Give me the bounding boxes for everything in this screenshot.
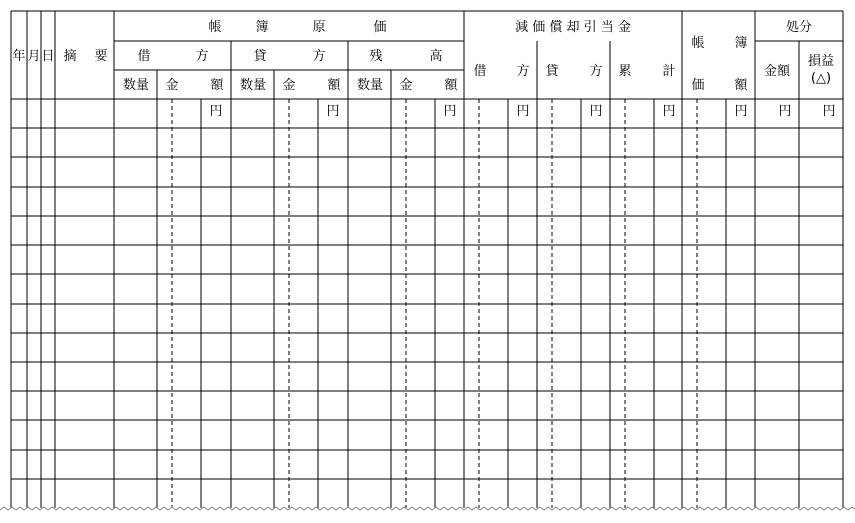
book-value-title-3: 原 (312, 20, 326, 35)
disposal-title: 処分 (785, 20, 813, 35)
bv-credit-2: 方 (312, 49, 326, 64)
bv-debit-amount-2: 額 (210, 78, 224, 93)
dep-credit-1: 貸 (545, 64, 559, 79)
yen-disposal-amount: 円 (778, 104, 792, 119)
ledger-row-lines (11, 128, 843, 479)
bv-balance-amount-1: 金 (399, 78, 413, 93)
book-amount-top-1: 帳 (691, 36, 705, 51)
dep-debit-1: 借 (473, 64, 487, 79)
yen-bv-debit: 円 (209, 104, 223, 119)
bv-balance-amount-2: 額 (444, 78, 458, 93)
torn-edge (0, 507, 855, 510)
yen-dep-cumulative: 円 (662, 104, 676, 119)
book-amount-bottom-2: 額 (734, 78, 748, 93)
year-header: 年 (12, 49, 26, 64)
yen-bv-credit: 円 (326, 104, 340, 119)
yen-dep-credit: 円 (589, 104, 603, 119)
dep-cumulative-2: 計 (662, 64, 676, 79)
bv-credit-amount-2: 額 (327, 78, 341, 93)
dep-debit-2: 方 (516, 64, 530, 79)
disposal-amount: 金額 (763, 64, 791, 79)
yen-disposal-gain-loss: 円 (822, 104, 836, 119)
summary-header-2: 要 (94, 49, 108, 64)
yen-book-amount: 円 (734, 104, 748, 119)
depreciation-title: 減 価 償 却 引 当 金 (515, 20, 631, 35)
yen-markers (209, 104, 835, 119)
day-header: 日 (41, 49, 55, 64)
bv-balance-1: 残 (369, 49, 383, 64)
bv-debit-qty: 数量 (122, 78, 150, 93)
bv-credit-1: 貸 (253, 49, 267, 64)
dep-cumulative-1: 累 (618, 64, 632, 79)
bv-credit-qty: 数量 (239, 78, 267, 93)
month-header: 月 (27, 49, 41, 64)
disposal-gain-loss-1: 損益 (807, 54, 835, 69)
dep-credit-2: 方 (589, 64, 603, 79)
yen-bv-balance: 円 (443, 104, 457, 119)
book-amount-bottom-1: 価 (691, 78, 705, 93)
bv-debit-1: 借 (137, 49, 151, 64)
summary-header-1: 摘 (63, 49, 77, 64)
book-value-title-2: 簿 (255, 20, 269, 35)
book-amount-top-2: 簿 (734, 36, 748, 51)
header-labels (12, 19, 834, 93)
bv-debit-amount-1: 金 (165, 78, 179, 93)
bv-debit-2: 方 (195, 49, 209, 64)
book-value-title-1: 帳 (208, 20, 222, 35)
bv-credit-amount-1: 金 (282, 78, 296, 93)
book-value-title-4: 価 (373, 20, 387, 35)
disposal-gain-loss-2: (△) (810, 71, 832, 86)
yen-dep-debit: 円 (516, 104, 530, 119)
bv-balance-qty: 数量 (356, 78, 384, 93)
bv-balance-2: 高 (429, 49, 443, 64)
